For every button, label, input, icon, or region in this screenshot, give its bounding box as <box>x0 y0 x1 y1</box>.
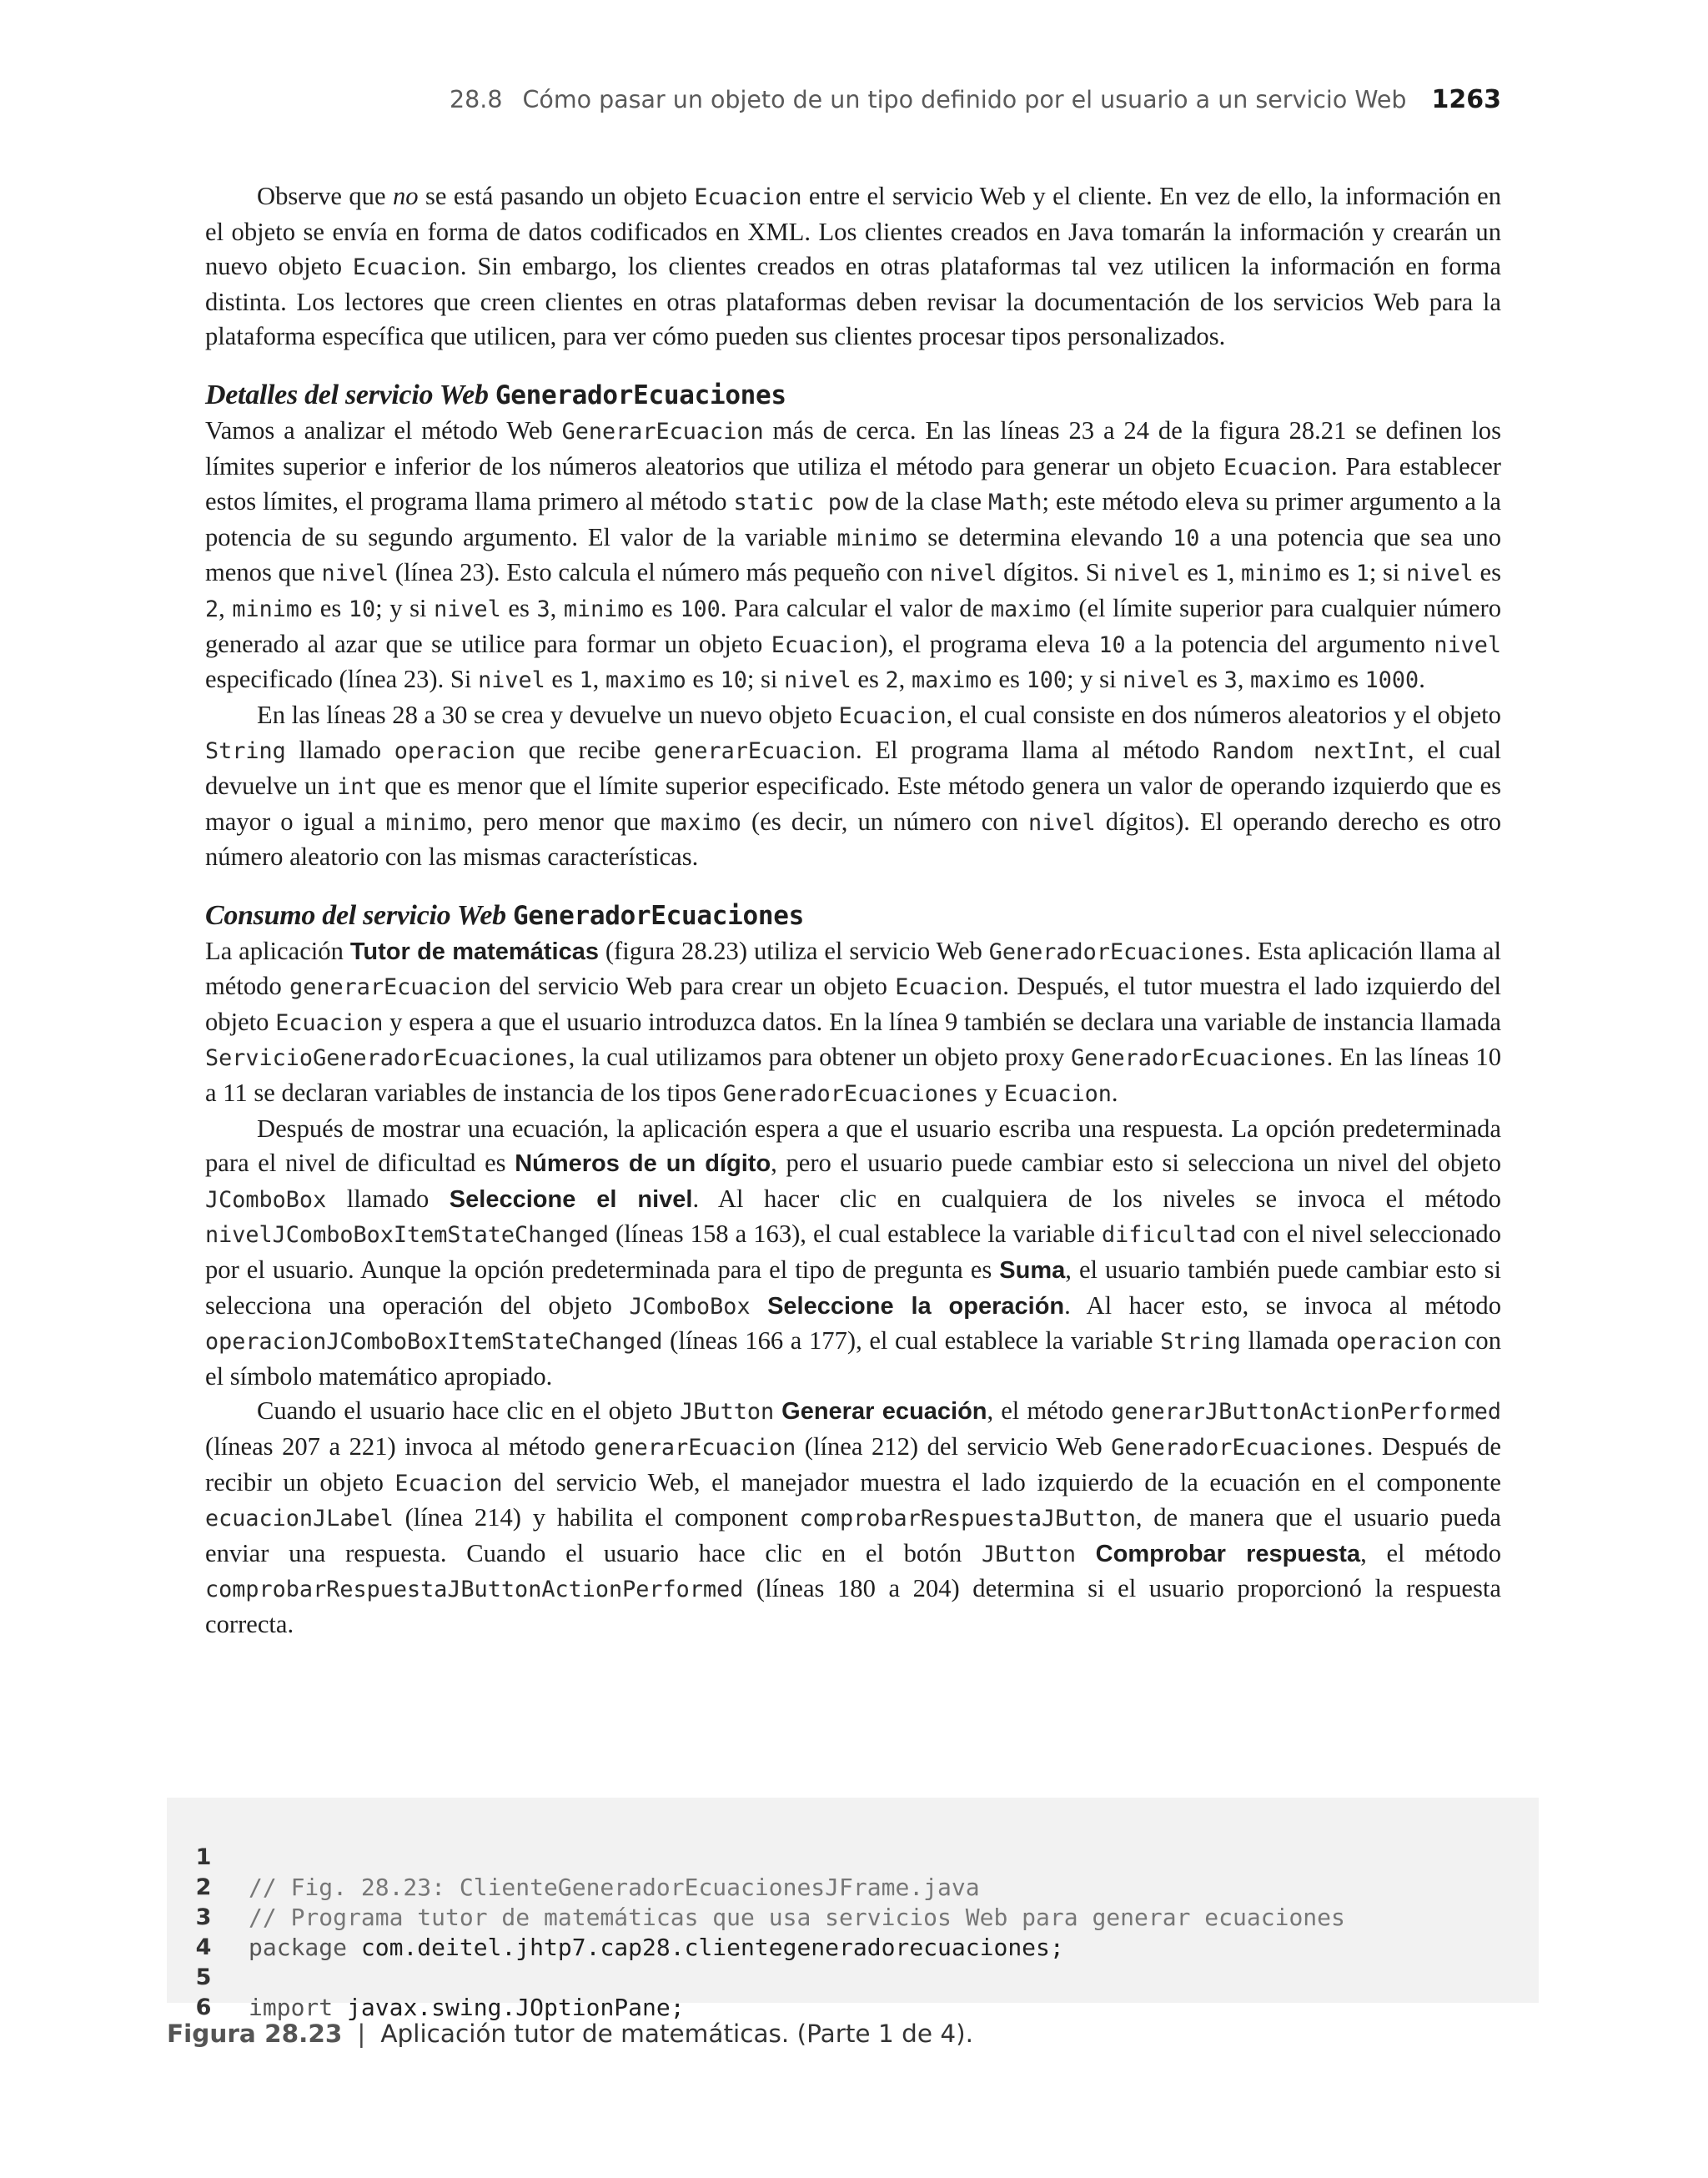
paragraph-3: En las líneas 28 a 30 se crea y devuelve un nuevo objeto Ecuacion, el cual consiste en dos números aleatorios y el objeto String llamado operacion que recibe generarEcuacion. El programa llama al método Random nextInt, el cual devuelve un int que es menor que el límite superior especificado. Este método genera un valor de operando izquierdo que es mayor o igual a minimo, pero menor que maximo (es decir, un número con nivel dígitos). El operando derecho es otro número aleatorio con las mismas características. <box>205 700 1501 872</box>
caption-text: Aplicación tutor de matemáticas. (Parte 1 de 4). <box>380 2020 973 2048</box>
paragraph-5: Después de mostrar una ecuación, la aplicación espera a que el usuario escriba una respuesta. La opción predeterminada para el nivel de dificultad es Números de un dígito, pero el usuario puede cambiar esto si selecciona un nivel del objeto JComboBox llamado Seleccione el nivel. Al hacer clic en cualquiera de los niveles se invoca el método nivelJComboBoxItemStateChanged (líneas 158 a 163), el cual establece la variable dificultad con el nivel seleccionado por el usuario. Aunque la opción predeterminada para el tipo de pregunta es Suma, el usuario también puede cambiar esto si selecciona una operación del objeto JComboBox Seleccione la operación. Al hacer esto, se invoca al método operacionJComboBoxItemStateChanged (líneas 166 a 177), el cual establece la variable String llamada operacion con el símbolo matemático apropiado. <box>205 1114 1502 1391</box>
running-header <box>0 80 1501 120</box>
code-line: 6 <box>195 1994 212 2020</box>
body-text <box>205 179 1501 1642</box>
code-line: 1 // Fig. 28.23: ClienteGeneradorEcuacionesJFrame.java <box>195 1844 980 1901</box>
figure-label: Figura 28.23 <box>167 2020 343 2048</box>
code-line: 2 // Programa tutor de matemáticas que usa servicios Web para generar ecuaciones <box>195 1874 1345 1931</box>
caption-separator: | <box>357 2020 366 2048</box>
heading-consumo: Consumo del servicio Web GeneradorEcuaciones <box>205 899 804 931</box>
code-line: 3 package com.deitel.jhtp7.cap28.clientegeneradorecuaciones; <box>195 1904 1064 1961</box>
code-line: 4 <box>195 1934 212 1960</box>
section-title: Cómo pasar un objeto de un tipo definido por el usuario a un servicio Web <box>522 86 1407 113</box>
paragraph-6: Cuando el usuario hace clic en el objeto JButton Generar ecuación, el método generarJButtonActionPerformed (líneas 207 a 221) invoca al método generarEcuacion (línea 212) del servicio Web GeneradorEcuaciones. Después de recibir un objeto Ecuacion del servicio Web, el manejador muestra el lado izquierdo de la ecuación en el componente ecuacionJLabel (línea 214) y habilita el component comprobarRespuestaJButton, de manera que el usuario pueda enviar una respuesta. Cuando el usuario hace clic en el botón JButton Comprobar respuesta, el método comprobarRespuestaJButtonActionPerformed (líneas 180 a 204) determina si el usuario proporcionó la respuesta correcta. <box>205 1396 1502 1638</box>
paragraph-2: Vamos a analizar el método Web GenerarEcuacion más de cerca. En las líneas 23 a 24 de la figura 28.21 se definen los límites superior e inferior de los números aleatorios que utiliza el método para generar un objeto Ecuacion. Para establecer estos límites, el programa llama primero al método static pow de la clase Math; este método eleva su primer argumento a la potencia de su segundo argumento. El valor de la variable minimo se determina elevando 10 a una potencia que sea uno menos que nivel (línea 23). Esto calcula el número más pequeño con nivel dígitos. Si nivel es 1, minimo es 1; si nivel es 2, minimo es 10; y si nivel es 3, minimo es 100. Para calcular el valor de maximo (el límite superior para cualquier número generado al azar que se utilice para formar un objeto Ecuacion), el programa eleva 10 a la potencia del argumento nivel especificado (línea 23). Si nivel es 1, maximo es 10; si nivel es 2, maximo es 100; y si nivel es 3, maximo es 1000. <box>205 415 1502 694</box>
paragraph-1: Observe que no se está pasando un objeto Ecuacion entre el servicio Web y el cliente. En vez de ello, la información en el objeto se envía en forma de datos codificados en XML. Los clientes creados en Java tomarán la información y crearán un nuevo objeto Ecuacion. Sin embargo, los clientes creados en otras plataformas tal vez utilicen la información en forma distinta. Los lectores que creen clientes en otras plataformas deben revisar la documentación de los servicios Web para la plataforma específica que utilicen, para ver cómo pueden sus clientes procesar tipos personalizados. <box>205 182 1501 351</box>
figure-caption <box>167 2014 973 2054</box>
heading-detalles: Detalles del servicio Web GeneradorEcuaciones <box>205 379 786 410</box>
code-line: 5 import javax.swing.JOptionPane; <box>195 1964 685 2021</box>
page-number: 1263 <box>1431 85 1501 114</box>
code-listing <box>167 1798 1539 2021</box>
section-number: 28.8 <box>450 86 503 113</box>
paragraph-4: La aplicación Tutor de matemáticas (figura 28.23) utiliza el servicio Web GeneradorEcuaciones. Esta aplicación llama al método generarEcuacion del servicio Web para crear un objeto Ecuacion. Después, el tutor muestra el lado izquierdo del objeto Ecuacion y espera a que el usuario introduzca datos. En la línea 9 también se declara una variable de instancia llamada ServicioGeneradorEcuaciones, la cual utilizamos para obtener un objeto proxy GeneradorEcuaciones. En las líneas 10 a 11 se declaran variables de instancia de los tipos GeneradorEcuaciones y Ecuacion. <box>205 936 1501 1108</box>
